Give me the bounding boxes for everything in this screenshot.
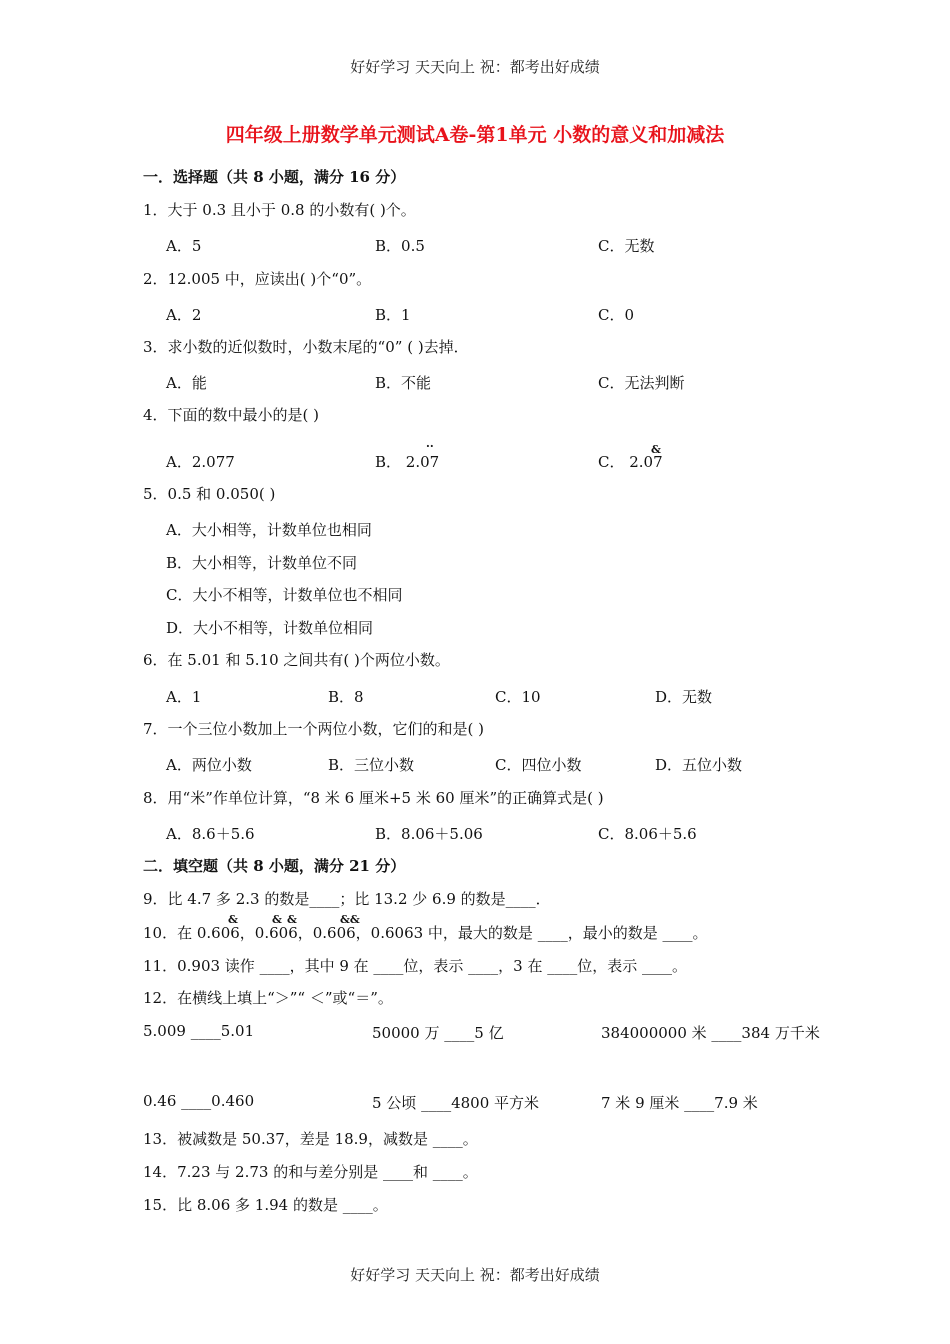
q8-option-a: A．8.6＋5.6	[166, 825, 255, 843]
page-title: 四年级上册数学单元测试A卷-第1单元 小数的意义和加减法	[225, 124, 725, 146]
question-1: 1．大于 0.3 且小于 0.8 的小数有( )个。	[143, 201, 416, 219]
q2-option-a: A．2	[166, 306, 202, 324]
page-header: 好好学习 天天向上 祝：都考出好成绩	[350, 58, 600, 76]
q7-option-d: D．五位小数	[655, 756, 743, 774]
question-14: 14．7.23 与 2.73 的和与差分别是 ____和 ____。	[143, 1163, 478, 1181]
question-10: 10．在 0.606，0.606，0.606，0.6063 中，最大的数是 ____，最小的数是 ____。	[143, 924, 708, 942]
q8-option-b: B．8.06＋5.06	[375, 825, 483, 843]
repeating-dot-mark: &	[272, 913, 282, 926]
q6-option-d: D．无数	[655, 688, 713, 706]
question-8: 8．用“米”作单位计算，“8 米 6 厘米+5 米 60 厘米”的正确算式是( )	[143, 789, 604, 807]
compare-item: 50000 万 ____5 亿	[372, 1024, 504, 1042]
repeating-dot-mark: &	[651, 443, 661, 456]
repeating-dot-mark: &	[228, 913, 238, 926]
question-2: 2．12.005 中，应读出( )个“0”。	[143, 270, 372, 288]
q5-option-b: B．大小相等，计数单位不同	[166, 554, 358, 572]
q3-option-c: C．无法判断	[598, 374, 685, 392]
q6-option-a: A．1	[166, 688, 202, 706]
q3-option-b: B．不能	[375, 374, 432, 392]
question-11: 11．0.903 读作 ____，其中 9 在 ____位，表示 ____，3 在 ____位，表示 ____。	[143, 957, 688, 975]
q2-option-c: C．0	[598, 306, 635, 324]
compare-item: 0.46 ____0.460	[143, 1092, 255, 1110]
q5-option-c: C．大小不相等，计数单位也不相同	[166, 586, 403, 604]
q1-option-a: A．5	[166, 237, 202, 255]
q5-option-d: D．大小不相等，计数单位相同	[166, 619, 374, 637]
q3-option-a: A．能	[166, 374, 207, 392]
page-footer: 好好学习 天天向上 祝：都考出好成绩	[350, 1266, 600, 1284]
q4-option-b: B． 2.07	[375, 453, 440, 471]
compare-item: 5.009 ____5.01	[143, 1022, 255, 1040]
compare-item: 384000000 米 ____384 万千米	[601, 1024, 820, 1042]
q6-option-b: B．8	[328, 688, 364, 706]
repeating-dot-mark: &&	[340, 913, 360, 926]
question-13: 13．被减数是 50.37，差是 18.9，减数是 ____。	[143, 1130, 478, 1148]
q7-option-c: C．四位小数	[495, 756, 582, 774]
section-choice-heading: 一．选择题（共 8 小题，满分 16 分）	[143, 168, 406, 186]
q5-option-a: A．大小相等，计数单位也相同	[166, 521, 372, 539]
question-9: 9．比 4.7 多 2.3 的数是____；比 13.2 少 6.9 的数是____．	[143, 890, 551, 908]
repeating-dot-mark: ··	[426, 440, 434, 453]
q7-option-b: B．三位小数	[328, 756, 415, 774]
question-4: 4．下面的数中最小的是( )	[143, 406, 320, 424]
repeating-dot-mark: &	[287, 913, 297, 926]
q4-option-a: A．2.077	[166, 453, 235, 471]
q1-option-c: C．无数	[598, 237, 655, 255]
q6-option-c: C．10	[495, 688, 541, 706]
q4-option-c: C． 2.07	[598, 453, 663, 471]
compare-item: 5 公顷 ____4800 平方米	[372, 1094, 540, 1112]
question-5: 5．0.5 和 0.050( )	[143, 485, 276, 503]
question-12: 12．在横线上填上“＞”“ ＜”或“＝”。	[143, 989, 393, 1007]
q1-option-b: B．0.5	[375, 237, 425, 255]
q7-option-a: A．两位小数	[166, 756, 252, 774]
compare-item: 7 米 9 厘米 ____7.9 米	[601, 1094, 758, 1112]
question-15: 15．比 8.06 多 1.94 的数是 ____。	[143, 1196, 388, 1214]
q8-option-c: C．8.06＋5.6	[598, 825, 697, 843]
q2-option-b: B．1	[375, 306, 411, 324]
question-6: 6．在 5.01 和 5.10 之间共有( )个两位小数。	[143, 651, 450, 669]
section-fill-heading: 二．填空题（共 8 小题，满分 21 分）	[143, 857, 406, 875]
question-7: 7．一个三位小数加上一个两位小数，它们的和是( )	[143, 720, 485, 738]
question-3: 3．求小数的近似数时，小数末尾的“0” ( )去掉．	[143, 338, 469, 356]
